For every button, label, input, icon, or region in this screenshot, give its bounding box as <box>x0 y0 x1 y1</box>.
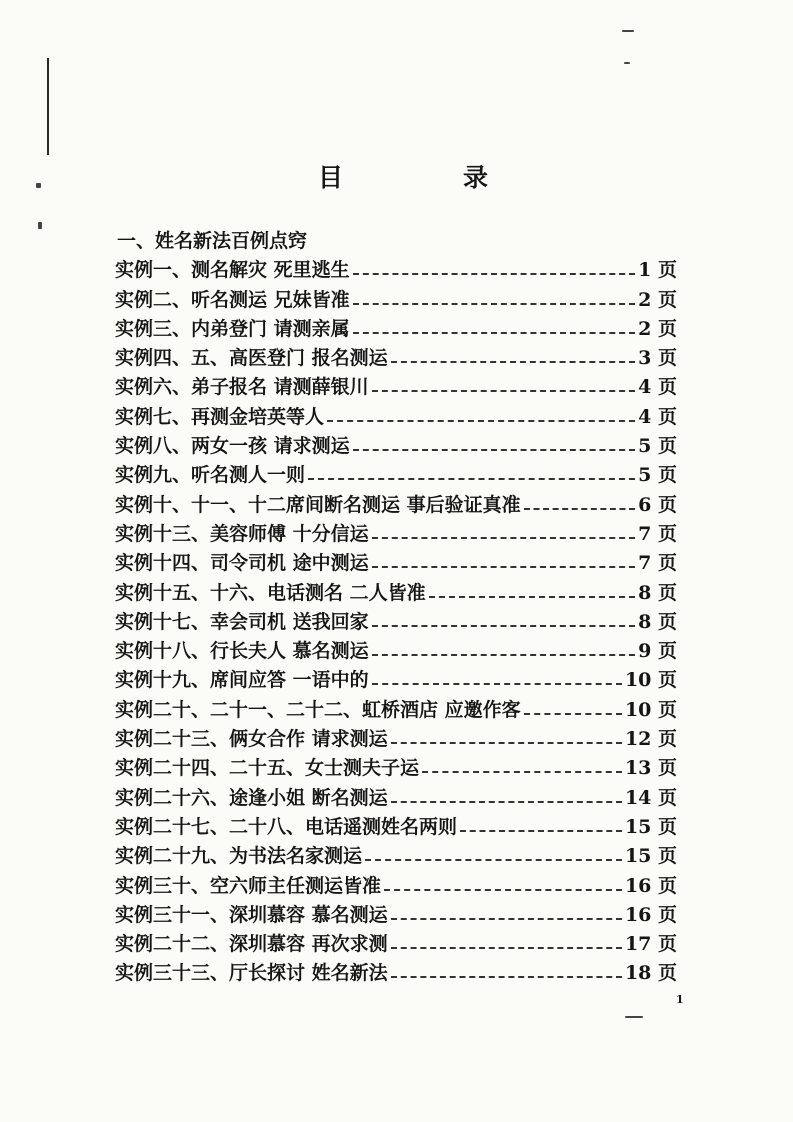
toc-entry-label: 实例二十三、俩女合作 请求测运 <box>115 728 388 751</box>
toc-entry <box>115 927 677 956</box>
toc-entry <box>115 810 677 839</box>
toc-entry <box>115 663 677 692</box>
toc-leader <box>353 303 636 305</box>
title-char-1: 目 <box>318 163 344 192</box>
toc-entry <box>115 282 677 311</box>
toc-entry <box>115 868 677 897</box>
toc-leader <box>391 976 622 978</box>
toc-leader <box>372 683 622 685</box>
toc-leader <box>353 332 636 334</box>
toc-entry <box>115 458 677 487</box>
toc-entry-page: 16 页 <box>624 903 677 926</box>
toc-leader <box>391 947 622 949</box>
page-number: 1 <box>676 993 684 1006</box>
toc-entry-page: 14 页 <box>624 786 677 809</box>
toc-entry-label: 实例十八、行长夫人 慕名测运 <box>115 640 369 663</box>
toc-entry-label: 实例二十四、二十五、女士测夫子运 <box>115 757 420 780</box>
toc-entry-page: 7 页 <box>638 552 677 575</box>
toc-leader <box>353 273 636 275</box>
toc-entry-label: 实例一、测名解灾 死里逃生 <box>115 259 350 282</box>
toc-entry <box>115 312 677 341</box>
page-title <box>318 158 488 194</box>
toc-entry-page: 17 页 <box>624 933 677 956</box>
scan-speck <box>624 62 630 64</box>
toc-entry-label: 实例十五、十六、电话测名 二人皆准 <box>115 581 426 604</box>
toc-leader <box>365 859 622 861</box>
toc-entry <box>115 692 677 721</box>
toc-entry-label: 实例七、再测金培英等人 <box>115 405 325 428</box>
scan-speck <box>36 183 41 188</box>
toc-leader <box>372 566 636 568</box>
toc-entry <box>115 575 677 604</box>
toc-entry-label: 实例二十、二十一、二十二、虹桥酒店 应邀作客 <box>115 698 521 721</box>
toc-entry-page: 4 页 <box>638 405 677 428</box>
section-heading: 一、姓名新法百例点窍 <box>117 230 308 252</box>
toc-leader <box>429 596 636 598</box>
toc-entry-page: 8 页 <box>638 610 677 633</box>
toc-leader <box>391 801 622 803</box>
toc-entry-page: 10 页 <box>624 669 677 692</box>
toc-entry-label: 实例三十三、厅长探讨 姓名新法 <box>115 962 388 985</box>
toc-entry-page: 15 页 <box>624 845 677 868</box>
toc-entry-label: 实例二十六、途逢小姐 断名测运 <box>115 786 388 809</box>
toc-entry-page: 2 页 <box>638 288 677 311</box>
table-of-contents <box>115 253 677 985</box>
toc-entry-label: 实例四、五、高医登门 报名测运 <box>115 347 388 370</box>
toc-entry-label: 实例三、内弟登门 请测亲属 <box>115 317 350 340</box>
toc-entry <box>115 898 677 927</box>
toc-entry-page: 7 页 <box>638 522 677 545</box>
toc-leader <box>391 742 622 744</box>
toc-entry <box>115 517 677 546</box>
toc-entry-label: 实例三十、空六师主任测运皆准 <box>115 874 382 897</box>
toc-entry <box>115 751 677 780</box>
toc-entry <box>115 634 677 663</box>
toc-leader <box>372 654 636 656</box>
toc-entry-label: 实例二十九、为书法名家测运 <box>115 845 363 868</box>
toc-entry-page: 4 页 <box>638 376 677 399</box>
toc-entry <box>115 253 677 282</box>
toc-leader <box>327 420 635 422</box>
toc-entry <box>115 487 677 516</box>
toc-leader <box>524 713 622 715</box>
toc-entry <box>115 839 677 868</box>
scan-speck <box>38 222 42 229</box>
toc-leader <box>524 508 636 510</box>
toc-leader <box>384 889 622 891</box>
toc-entry <box>115 546 677 575</box>
toc-entry-label: 实例二十二、深圳慕容 再次求测 <box>115 933 388 956</box>
toc-entry-page: 2 页 <box>638 317 677 340</box>
toc-leader <box>372 537 636 539</box>
toc-entry <box>115 780 677 809</box>
toc-entry-label: 实例十、十一、十二席间断名测运 事后验证真准 <box>115 493 521 516</box>
toc-entry-page: 1 页 <box>638 259 677 282</box>
toc-leader <box>460 830 622 832</box>
toc-leader <box>353 449 636 451</box>
toc-entry <box>115 956 677 985</box>
toc-leader <box>422 771 622 773</box>
toc-entry-label: 实例十九、席间应答 一语中的 <box>115 669 369 692</box>
toc-entry-label: 实例三十一、深圳慕容 慕名测运 <box>115 903 388 926</box>
title-char-2: 录 <box>462 163 488 192</box>
toc-entry-page: 3 页 <box>638 347 677 370</box>
toc-entry-label: 实例九、听名测人一则 <box>115 464 306 487</box>
toc-leader <box>372 390 636 392</box>
toc-entry-page: 5 页 <box>638 464 677 487</box>
toc-entry <box>115 370 677 399</box>
toc-leader <box>391 918 622 920</box>
toc-entry-label: 实例二、听名测运 兄妹皆准 <box>115 288 350 311</box>
scan-margin-line <box>47 58 49 155</box>
toc-entry-label: 实例八、两女一孩 请求测运 <box>115 435 350 458</box>
scan-speck <box>625 1016 643 1018</box>
toc-leader <box>372 625 636 627</box>
toc-entry <box>115 429 677 458</box>
toc-entry-label: 实例六、弟子报名 请测薛银川 <box>115 376 369 399</box>
toc-entry-page: 15 页 <box>624 815 677 838</box>
toc-entry <box>115 722 677 751</box>
toc-entry <box>115 605 677 634</box>
toc-entry-page: 6 页 <box>638 493 677 516</box>
toc-entry-label: 实例二十七、二十八、电话遥测姓名两则 <box>115 815 458 838</box>
toc-entry-page: 5 页 <box>638 435 677 458</box>
toc-entry-page: 10 页 <box>624 698 677 721</box>
toc-entry-page: 13 页 <box>624 757 677 780</box>
toc-entry <box>115 341 677 370</box>
toc-entry <box>115 399 677 428</box>
toc-entry-page: 8 页 <box>638 581 677 604</box>
toc-entry-label: 实例十三、美容师傅 十分信运 <box>115 522 369 545</box>
toc-entry-page: 12 页 <box>624 728 677 751</box>
scan-speck <box>622 30 634 32</box>
toc-entry-page: 9 页 <box>638 640 677 663</box>
toc-entry-page: 16 页 <box>624 874 677 897</box>
toc-entry-label: 实例十四、司令司机 途中测运 <box>115 552 369 575</box>
toc-entry-page: 18 页 <box>624 962 677 985</box>
toc-leader <box>308 478 635 480</box>
toc-leader <box>391 361 636 363</box>
toc-entry-label: 实例十七、幸会司机 送我回家 <box>115 610 369 633</box>
